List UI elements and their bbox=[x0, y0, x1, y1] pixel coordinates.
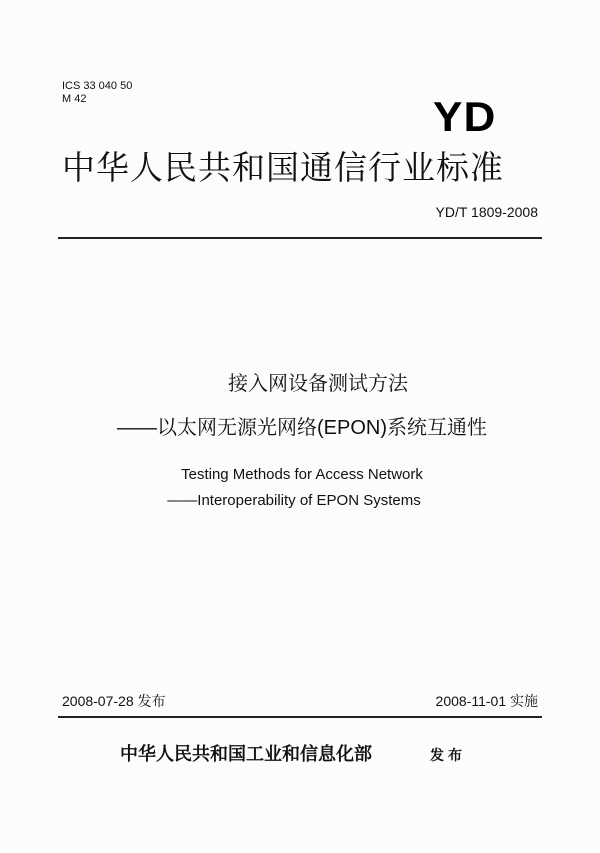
issue-date: 2008-07-28 发布 bbox=[62, 693, 166, 709]
chinese-title-line-1: 接入网设备测试方法 bbox=[228, 373, 408, 395]
english-title-line-2: ——Interoperability of EPON Systems bbox=[167, 492, 421, 509]
standard-number: YD/T 1809-2008 bbox=[435, 204, 538, 220]
english-title-line-1: Testing Methods for Access Network bbox=[181, 466, 423, 483]
ics-code: ICS 33 040 50 bbox=[62, 80, 133, 92]
yd-logo: YD bbox=[433, 93, 497, 140]
publish-label: 发布 bbox=[430, 747, 466, 763]
issuing-authority: 中华人民共和国工业和信息化部 bbox=[120, 744, 372, 764]
organization-standard-title: 中华人民共和国通信行业标准 bbox=[62, 149, 504, 186]
effective-date: 2008-11-01 实施 bbox=[435, 693, 538, 709]
bottom-divider bbox=[58, 716, 542, 718]
classification-code: M 42 bbox=[62, 93, 87, 105]
top-divider bbox=[58, 237, 542, 239]
chinese-title-line-2: ——以太网无源光网络(EPON)系统互通性 bbox=[117, 417, 487, 439]
